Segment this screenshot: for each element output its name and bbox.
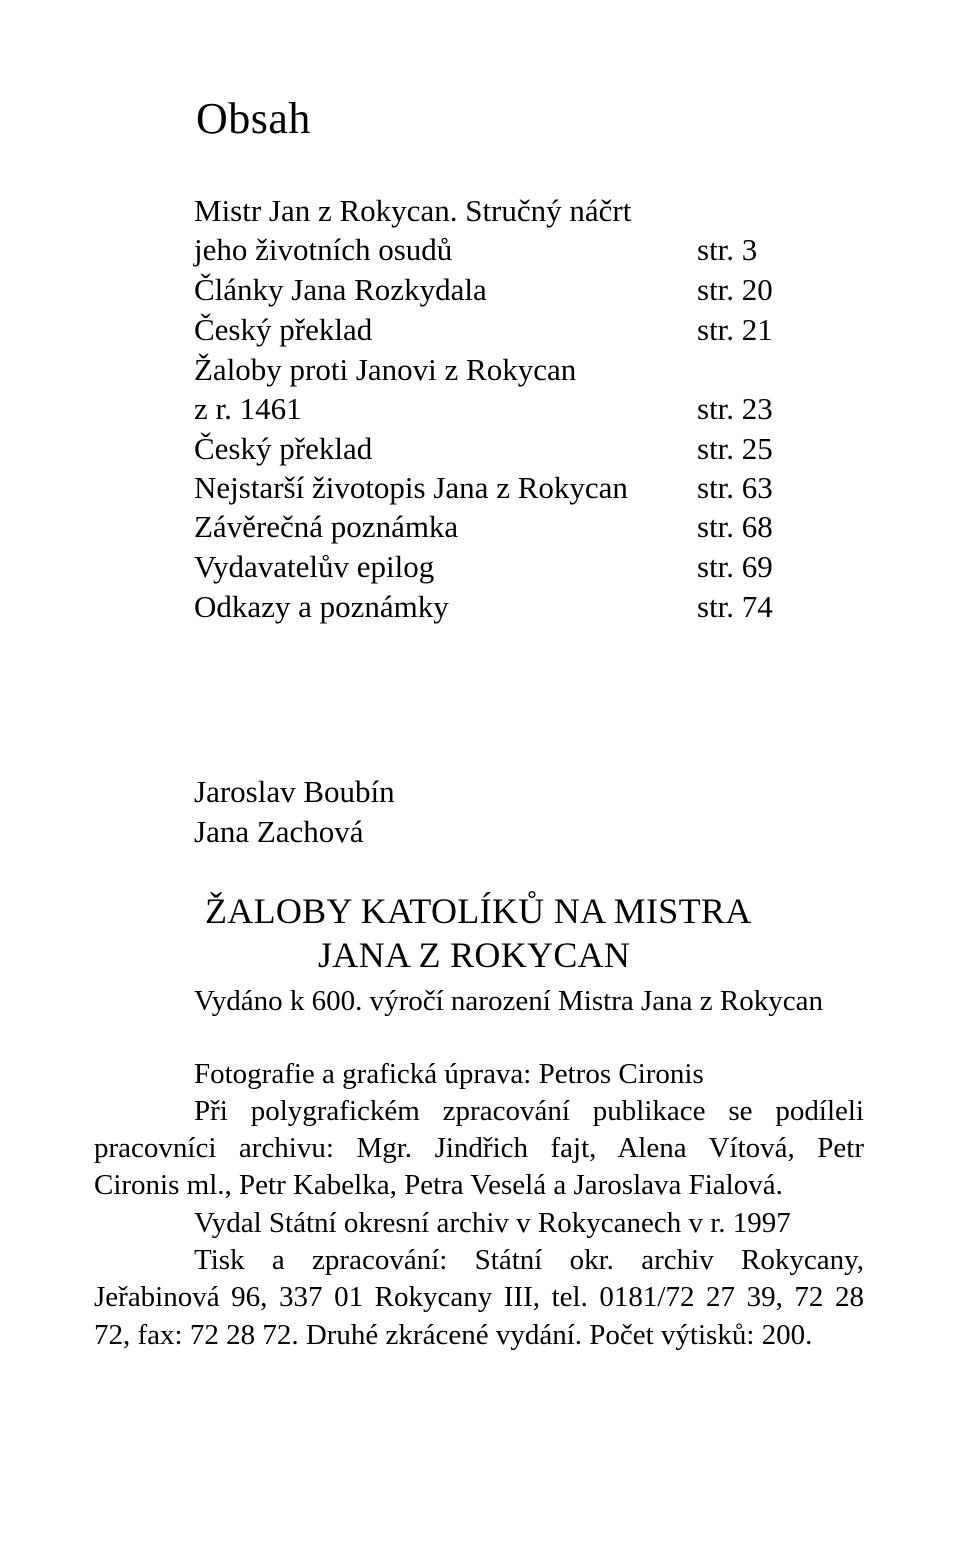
publisher-note: Vydal Státní okresní archiv v Rokycanech v r. 1997 (194, 1207, 791, 1239)
toc-entry-title: jeho životních osudů (194, 232, 453, 267)
toc-entry-page: str. 21 (697, 312, 773, 347)
page-title: Obsah (196, 94, 311, 143)
author-name: Jaroslav Boubín (194, 774, 395, 809)
edition-note: Vydáno k 600. výročí narození Mistra Jana z Rokycan (194, 985, 823, 1017)
photo-credit: Fotografie a grafická úprava: Petros Cironis (194, 1058, 704, 1090)
toc-entry-page: str. 69 (697, 549, 773, 584)
toc-entry-page: str. 68 (697, 509, 773, 544)
toc-entry-title: Žaloby proti Janovi z Rokycan (194, 352, 577, 387)
toc-entry-title: Mistr Jan z Rokycan. Stručný náčrt (194, 193, 632, 228)
print-info: 72, fax: 72 28 72. Druhé zkrácené vydání. Počet výtisků: 200. (94, 1319, 813, 1351)
toc-entry-title: Závěrečná poznámka (194, 509, 459, 544)
collaborators-text: Cironis ml., Petr Kabelka, Petra Veselá a Jaroslava Fialová. (94, 1169, 783, 1201)
book-title: ŽALOBY KATOLÍKŮ NA MISTRA (205, 891, 752, 931)
collaborators-text: Při polygrafickém zpracování publikace se podíleli (194, 1095, 864, 1127)
book-title: JANA Z ROKYCAN (318, 935, 631, 975)
print-info: Tisk a zpracování: Státní okr. archiv Rokycany, (194, 1244, 864, 1276)
toc-entry-page: str. 23 (697, 391, 773, 426)
collaborators-text: pracovníci archivu: Mgr. Jindřich fajt, Alena Vítová, Petr (94, 1132, 864, 1164)
toc-entry-title: Český překlad (194, 431, 373, 466)
toc-entry-title: z r. 1461 (194, 391, 302, 426)
author-name: Jana Zachová (194, 814, 364, 849)
toc-entry-title: Články Jana Rozkydala (194, 272, 487, 307)
toc-entry-title: Nejstarší životopis Jana z Rokycan (194, 470, 628, 505)
toc-entry-page: str. 20 (697, 272, 773, 307)
toc-entry-page: str. 63 (697, 470, 773, 505)
toc-entry-title: Vydavatelův epilog (194, 549, 435, 584)
toc-entry-page: str. 25 (697, 431, 773, 466)
toc-entry-title: Odkazy a poznámky (194, 589, 449, 624)
print-info: Jeřabinová 96, 337 01 Rokycany III, tel. 0181/72 27 39, 72 28 (94, 1281, 864, 1313)
toc-entry-page: str. 74 (697, 589, 773, 624)
toc-entry-title: Český překlad (194, 312, 373, 347)
toc-entry-page: str. 3 (697, 232, 758, 267)
